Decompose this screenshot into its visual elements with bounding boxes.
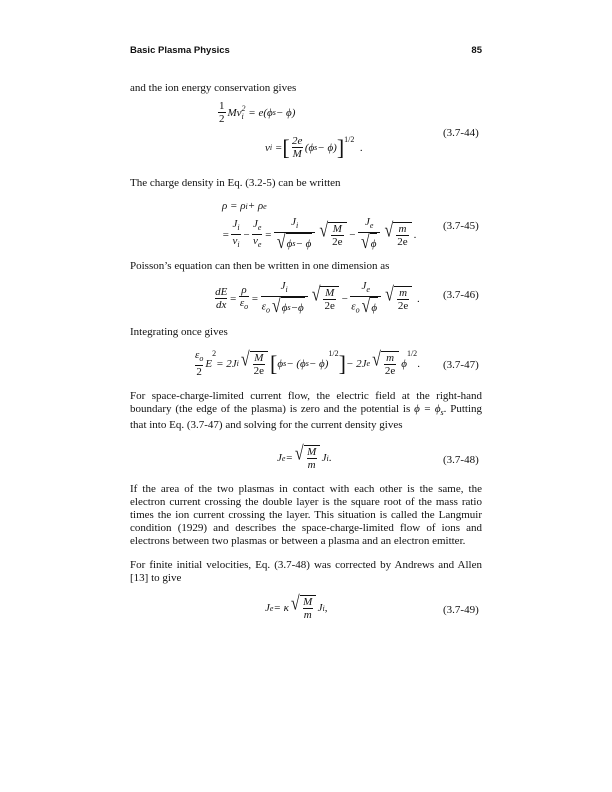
math-term: s — [440, 408, 444, 418]
math-term: − ϕ — [295, 237, 312, 250]
math-term: . Putting that into Eq. (3.7-47) and solving for the current density gives — [130, 403, 482, 432]
math-term: J — [232, 217, 238, 230]
paragraph — [130, 390, 482, 432]
math-term: dE — [215, 286, 228, 299]
math-term: −ϕ — [290, 301, 304, 314]
math-term: . — [417, 357, 420, 370]
den: 2 — [219, 113, 225, 125]
term: + ρ — [247, 200, 264, 212]
math-term: i — [237, 223, 240, 233]
sub: i — [245, 201, 248, 211]
sub: s — [314, 143, 318, 152]
math-term: J — [321, 452, 327, 464]
paragraph: If the area of the two plasmas in contact with each other is the same, the electron current crossing the double layer is the square root of the mass ratio times the ion current crossing the layer. This situation is called the Langmuir condition (1929) and describes the space-charge-limited flow of ions and electrons between two plasmas or between a plasma and an electron emitter. — [130, 483, 482, 547]
math-term: 2 — [212, 349, 217, 358]
math-term: e — [281, 453, 286, 463]
equation-3-7-48: J e = √ $\frac{M}{m}$ J i . — [277, 443, 332, 471]
math-term: s — [305, 359, 309, 369]
math-term: ε — [351, 300, 356, 313]
math-term: For space-charge-limited current flow, the electric field at the right-hand boundary (the edge of the plasma) is zero and the potential is — [130, 390, 482, 415]
math-term: . — [413, 228, 417, 241]
math-term: s — [287, 302, 291, 312]
math-term: 1/2 — [328, 349, 339, 358]
math-term: s — [283, 359, 287, 369]
paragraph: The charge density in Eq. (3.2-5) can be written — [130, 177, 341, 189]
math-term: ϕ — [281, 301, 288, 314]
equation-number: (3.7-47) — [443, 359, 479, 371]
running-header-title: Basic Plasma Physics — [130, 45, 230, 56]
equation-number: (3.7-46) — [443, 289, 479, 301]
math-term: 2e — [397, 235, 408, 248]
math-term: o — [355, 305, 360, 315]
math-term: e — [257, 223, 262, 233]
equation-3-7-45-line1 — [222, 200, 267, 212]
math-term: ϕ — [370, 233, 378, 253]
math-term: J — [280, 280, 286, 292]
term: v — [265, 141, 270, 154]
math-term: ρ — [241, 284, 247, 296]
math-term: M — [307, 446, 317, 458]
math-term: M — [303, 596, 313, 608]
math-term: E — [205, 357, 213, 370]
math-term: J — [361, 280, 367, 292]
math-term: o — [199, 354, 204, 364]
term: Mv — [227, 106, 242, 119]
math-term: dx — [216, 299, 227, 312]
math-term: 2e — [253, 364, 265, 377]
equation-3-7-49: J e = κ √ $\frac{M}{m}$ J i , — [265, 593, 328, 621]
math-term: 2 — [196, 366, 202, 379]
equation-number: (3.7-44) — [443, 127, 479, 139]
math-term: m — [398, 222, 407, 235]
term: = e(ϕ — [248, 106, 273, 119]
term: (ϕ — [304, 141, 315, 154]
equation-3-7-44-line1 — [216, 100, 295, 125]
term: = — [222, 228, 230, 241]
math-term: ε — [261, 300, 266, 313]
math-term: ϕ = ϕ — [414, 403, 441, 415]
paragraph: Integrating once gives — [130, 326, 228, 338]
term: − ϕ) — [275, 106, 296, 119]
sup: 1/2 — [344, 135, 355, 144]
math-term: i — [322, 603, 325, 613]
sub: i — [269, 143, 273, 152]
sub: i — [241, 111, 244, 121]
paragraph: and the ion energy conservation gives — [130, 82, 297, 94]
math-term: e — [369, 221, 374, 231]
math-term: e — [366, 285, 370, 295]
math-term: J — [265, 602, 270, 614]
math-term: M — [254, 351, 264, 364]
math-term: J — [277, 452, 282, 464]
math-term: = — [264, 228, 272, 241]
sub: e — [263, 201, 267, 211]
num: 2e — [292, 135, 303, 147]
math-term: o — [244, 302, 249, 312]
paragraph: Poisson’s equation can then be written in one dimension as — [130, 260, 390, 272]
paragraph: For finite initial velocities, Eq. (3.7-48) was corrected by Andrews and Allen [13] to give — [130, 559, 482, 584]
math-term: 2e — [397, 299, 409, 312]
math-term: ε — [239, 297, 245, 309]
math-term: i — [295, 221, 299, 231]
equation-number: (3.7-45) — [443, 220, 479, 232]
sub: s — [272, 108, 276, 117]
math-term: = κ — [273, 602, 289, 614]
math-term: = — [285, 452, 293, 464]
math-term: − (ϕ — [286, 357, 306, 370]
math-term: ϕ — [277, 357, 284, 370]
math-term: 2e — [332, 235, 343, 248]
math-term: − — [340, 292, 349, 305]
equation-3-7-46: $\frac{dE}{dx}$ = $\frac{\rho}{\varepsilon_o}$ = $J_i$ $\varepsilon_o$ √ ϕ s −ϕ √ $\frac{M}{2e}$ − $J_e$ $\varepsilon_o$ √ ϕ √ $\frac{m}{2e}$ . — [215, 280, 420, 318]
math-term: = — [229, 292, 237, 305]
math-term: 1/2 — [406, 349, 418, 358]
math-term: e — [257, 240, 262, 250]
math-term: M — [325, 286, 335, 299]
term: . — [359, 141, 363, 154]
equation-number: (3.7-49) — [443, 604, 479, 616]
math-term: . — [417, 292, 420, 305]
den: M — [292, 148, 302, 160]
equation-3-7-44-line2: v i = [ $\frac{2e}{M}$ (ϕ s − ϕ) ] $^{1/2}$ . — [265, 134, 363, 160]
math-term: − ϕ) — [308, 357, 329, 370]
math-term: i — [237, 240, 240, 250]
math-term: J — [365, 216, 370, 228]
math-term: J — [317, 602, 323, 614]
equation-3-7-47: $\frac{\varepsilon_o}{2}$ E $^2$ = 2J i √ $\frac{M}{2e}$ [ ϕ s − (ϕ s − ϕ) $^{1/2}$ ] − 2J e √ $\frac{m}{2e}$ ϕ $^{1/2}$ . — [195, 348, 420, 379]
math-term: − 2J — [345, 357, 367, 370]
math-term: − — [242, 228, 250, 241]
math-term: M — [332, 222, 342, 235]
num: 1 — [219, 100, 225, 112]
equation-3-7-45-line2: = $\frac{J_i}{v_i}$ − $\frac{J_e}{v_e}$ = $J_i$ √ ϕ s − ϕ √ $\frac{M}{2e}$ − $J_e$ √ ϕ √ $\frac{m}{2e}$ . — [222, 216, 417, 254]
equation-number: (3.7-48) — [443, 454, 479, 466]
math-term: m — [307, 459, 316, 471]
math-term: = — [251, 292, 259, 305]
math-term: J — [291, 216, 296, 228]
sup: 2 — [241, 103, 246, 113]
math-term: 2e — [324, 299, 335, 312]
math-term: m — [399, 286, 408, 299]
page-number: 85 — [471, 45, 482, 56]
math-term: ϕ — [286, 237, 293, 250]
math-term: ϕ — [370, 297, 378, 317]
math-term: s — [292, 238, 296, 248]
math-term: m — [386, 351, 395, 364]
math-term: v — [253, 235, 258, 248]
math-term: o — [265, 305, 270, 315]
math-term: e — [269, 603, 274, 613]
math-term: [ — [270, 350, 278, 376]
term: − ϕ) — [317, 141, 337, 154]
math-term: i — [285, 285, 288, 295]
math-term: 2e — [384, 364, 396, 377]
term: = — [274, 141, 283, 154]
math-term: v — [232, 235, 238, 248]
math-term: e — [366, 359, 371, 369]
math-term: ] — [338, 350, 346, 376]
math-term: = 2J — [216, 357, 237, 370]
math-term: ε — [195, 349, 200, 361]
math-term: i — [236, 359, 239, 369]
math-term: − — [348, 228, 356, 241]
term: ρ = ρ — [222, 200, 246, 212]
math-term: ϕ — [401, 357, 407, 370]
math-term: , — [324, 602, 328, 614]
math-term: m — [303, 609, 312, 621]
math-term: J — [253, 217, 258, 230]
math-term: . — [328, 452, 332, 464]
math-term: i — [326, 453, 329, 463]
